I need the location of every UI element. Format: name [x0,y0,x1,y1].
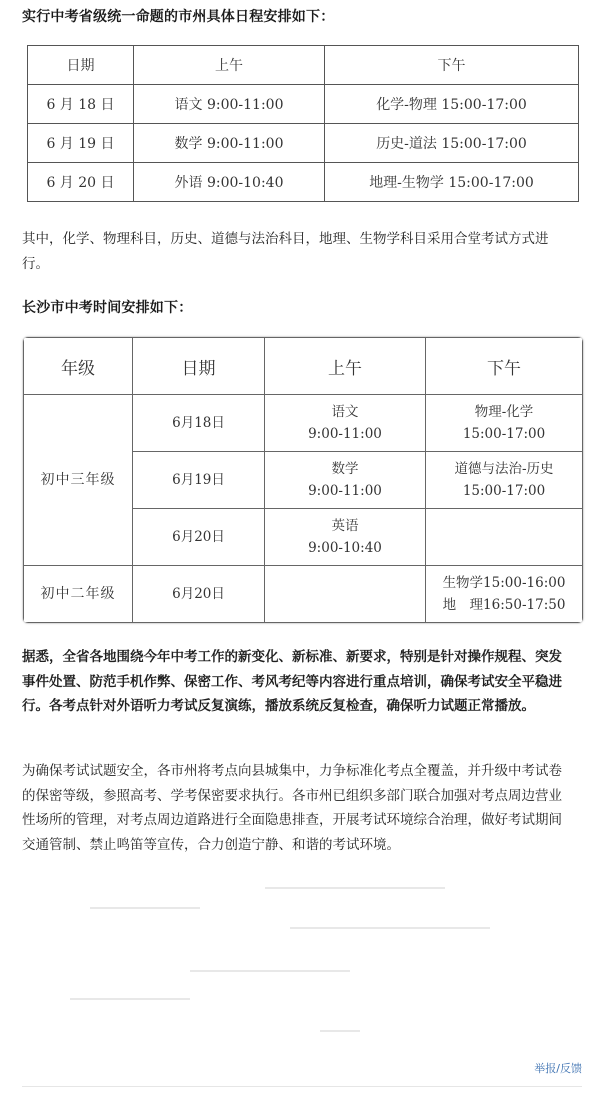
afternoon-subject: 道德与法治-历史 [454,461,554,477]
cell-morning: 外语 9:00-10:40 [134,163,325,202]
table-header-row [28,46,579,85]
header-morning: 上午 [134,46,325,85]
table-row [28,163,579,202]
footer-divider [22,1086,582,1087]
afternoon-subject: 生物学15:00-16:00 [442,575,566,591]
cell-afternoon [426,452,583,509]
table-row [28,85,579,124]
cell-grade-3: 初中三年级 [24,395,133,566]
report-feedback-link[interactable]: 举报/反馈 [534,1062,582,1075]
cell-date: 6 月 18 日 [28,85,134,124]
faint-line [290,927,490,929]
cell-date: 6月20日 [133,566,265,623]
afternoon-subject: 物理-化学 [474,404,534,420]
header-date: 日期 [28,46,134,85]
table-header-row [24,338,583,395]
header-morning: 上午 [265,338,426,395]
cell-afternoon [426,509,583,566]
section2-heading: 长沙市中考时间安排如下： [22,300,193,316]
cell-morning: 数学 9:00-11:00 [134,124,325,163]
afternoon-time: 15:00-17:00 [462,483,546,499]
cell-morning: 语文 9:00-11:00 [134,85,325,124]
morning-time: 9:00-11:00 [308,483,382,499]
table-row [24,395,583,452]
faint-line [70,998,190,1000]
table-row [24,566,583,623]
faint-line [265,887,445,889]
morning-time: 9:00-11:00 [308,426,382,442]
header-afternoon: 下午 [325,46,579,85]
section1-heading: 实行中考省级统一命题的市州具体日程安排如下： [22,9,335,25]
paragraph-security: 为确保考试试题安全，各市州将考点向县城集中，力争标准化考点全覆盖，并升级中考试卷的保密等级，参照高考、学考保密要求执行。各市州已组织多部门联合加强对考点周边营业性场所的管理，对考点周边道路进行全面隐患排查，开展考试环境综合治理，做好考试期间交通管制、禁止鸣笛等宣传，合力创造宁静、和谐的考试环境。 [22,763,562,853]
header-afternoon: 下午 [426,338,583,395]
faint-line [190,970,350,972]
cell-date: 6 月 20 日 [28,163,134,202]
cell-afternoon: 地理-生物学 15:00-17:00 [325,163,579,202]
afternoon-time: 15:00-17:00 [462,426,546,442]
cell-date: 6月19日 [133,452,265,509]
cell-afternoon [426,566,583,623]
cell-afternoon [426,395,583,452]
paragraph-training: 据悉，全省各地围绕今年中考工作的新变化、新标准、新要求，特别是针对操作规程、突发事件处置、防范手机作弊、保密工作、考风考纪等内容进行重点培训，确保考试安全平稳进行。各考点针对外语听力考试反复演练，播放系统反复检查，确保听力试题正常播放。 [22,649,562,714]
cell-morning [265,509,426,566]
morning-subject: 语文 [331,404,359,420]
changsha-schedule-table [23,337,583,623]
section1-note: 其中，化学、物理科目，历史、道德与法治科目，地理、生物学科目采用合堂考试方式进行。 [22,231,549,272]
cell-date: 6月20日 [133,509,265,566]
cell-morning [265,452,426,509]
cell-afternoon: 历史-道法 15:00-17:00 [325,124,579,163]
header-grade: 年级 [24,338,133,395]
cell-morning [265,566,426,623]
changsha-schedule-image [22,336,584,624]
morning-time: 9:00-10:40 [308,540,382,556]
cell-date: 6月18日 [133,395,265,452]
cell-afternoon: 化学-物理 15:00-17:00 [325,85,579,124]
faint-line [320,1030,360,1032]
afternoon-time: 地 理16:50-17:50 [442,597,566,613]
faint-line [90,907,200,909]
cell-date: 6 月 19 日 [28,124,134,163]
morning-subject: 数学 [331,461,359,477]
cell-grade-2: 初中二年级 [24,566,133,623]
cell-morning [265,395,426,452]
provincial-schedule-table [27,45,579,202]
table-row [28,124,579,163]
morning-subject: 英语 [331,518,359,534]
header-date: 日期 [133,338,265,395]
